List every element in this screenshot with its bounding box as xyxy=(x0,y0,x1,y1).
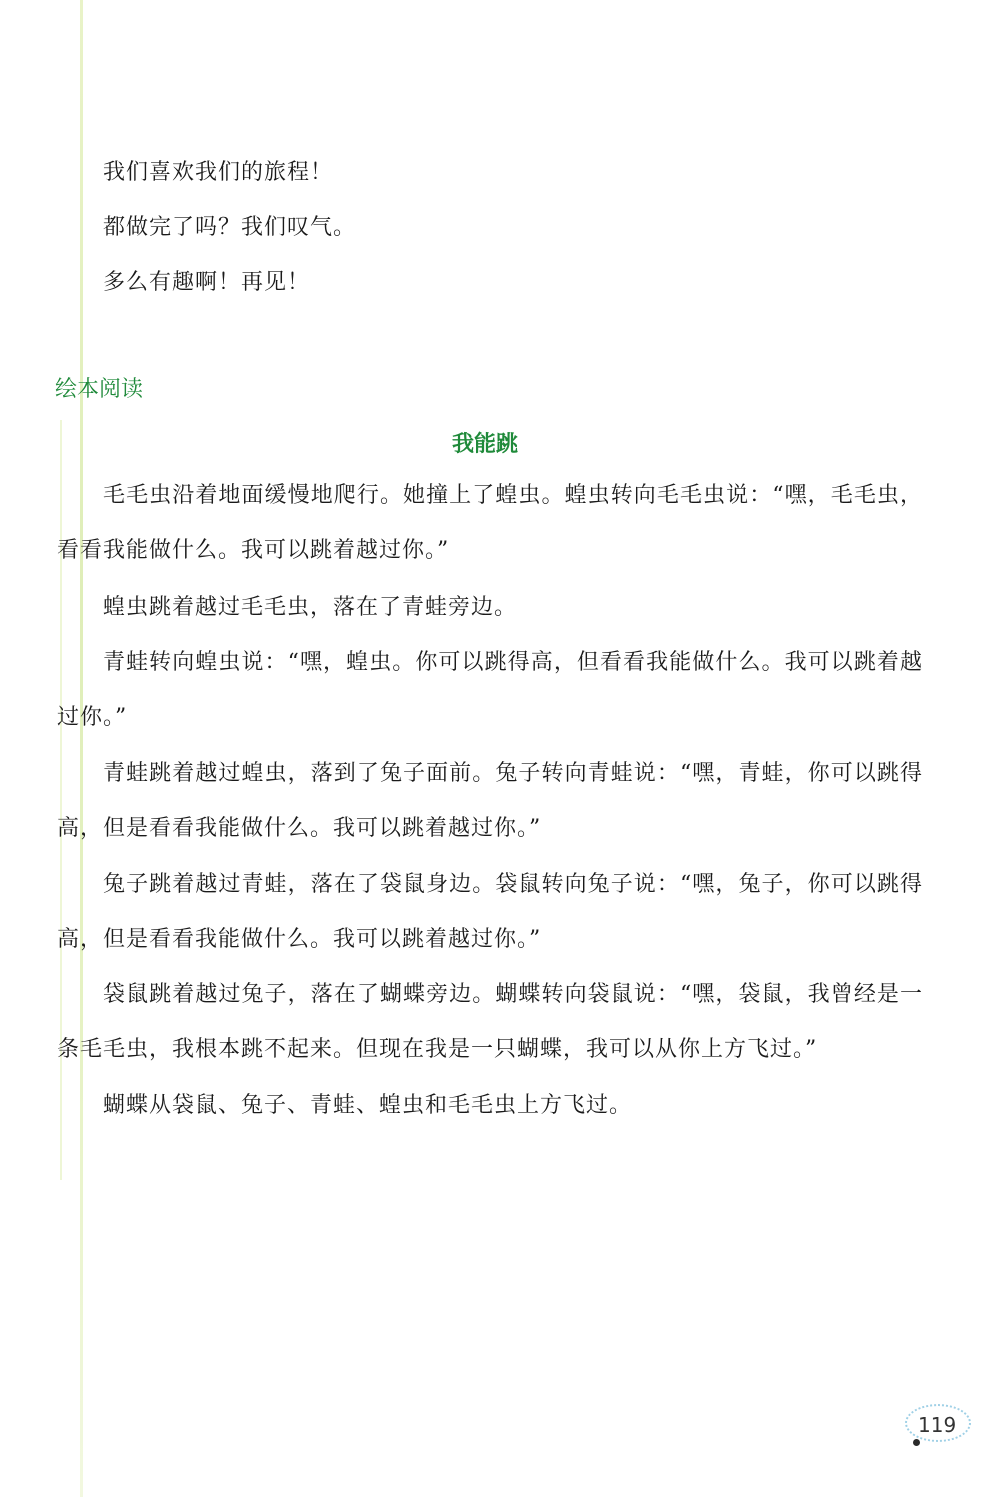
poem-line-3: 多么有趣啊！再见！ xyxy=(103,270,311,295)
poem-line-1: 我们喜欢我们的旅程！ xyxy=(103,160,334,185)
story-paragraph-2: 蝗虫跳着越过毛毛虫，落在了青蛙旁边。 xyxy=(103,595,518,620)
story-paragraph-3: 青蛙转向蝗虫说：“嘿，蝗虫。你可以跳得高，但看看我能做什么。我可以跳着越过你。” xyxy=(57,650,923,730)
story-paragraph-1: 毛毛虫沿着地面缓慢地爬行。她撞上了蝗虫。蝗虫转向毛毛虫说：“嘿，毛毛虫，看看我能做什么。我可以跳着越过你。” xyxy=(57,483,923,563)
story-paragraph-7: 蝴蝶从袋鼠、兔子、青蛙、蝗虫和毛毛虫上方飞过。 xyxy=(103,1093,633,1118)
story-title: 我能跳 xyxy=(451,432,518,457)
page-bullet-dot xyxy=(913,1439,920,1446)
poem-line-2: 都做完了吗？我们叹气。 xyxy=(103,215,357,240)
story-paragraph-6: 袋鼠跳着越过兔子，落在了蝴蝶旁边。蝴蝶转向袋鼠说：“嘿，袋鼠，我曾经是一条毛毛虫，我根本跳不起来。但现在我是一只蝴蝶，我可以从你上方飞过。” xyxy=(57,982,923,1062)
story-paragraph-4: 青蛙跳着越过蝗虫，落到了兔子面前。兔子转向青蛙说：“嘿，青蛙，你可以跳得高，但是看看我能做什么。我可以跳着越过你。” xyxy=(57,761,923,841)
page-number: 119 xyxy=(918,1413,957,1437)
story-paragraph-5: 兔子跳着越过青蛙，落在了袋鼠身边。袋鼠转向兔子说：“嘿，兔子，你可以跳得高，但是看看我能做什么。我可以跳着越过你。” xyxy=(57,872,923,952)
section-heading: 绘本阅读 xyxy=(55,377,144,402)
